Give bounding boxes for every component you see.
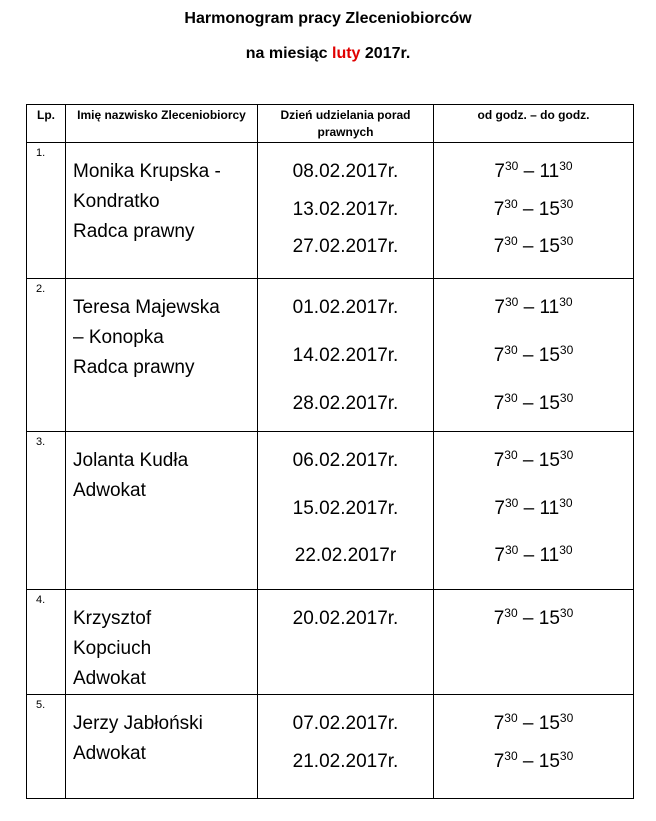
consultation-hours xyxy=(434,199,633,221)
from-hour: 7 xyxy=(494,161,505,182)
table-row xyxy=(27,279,634,432)
schedule-table xyxy=(26,104,634,799)
consultation-date: 06.02.2017r. xyxy=(292,450,399,471)
consultation-hours xyxy=(434,345,633,367)
title-line-1: Harmonogram pracy Zleceniobiorców xyxy=(184,10,472,27)
row-number-cell xyxy=(27,143,66,279)
to-minute: 30 xyxy=(559,234,574,248)
consultation-date: 07.02.2017r. xyxy=(292,713,399,734)
date-cell xyxy=(258,432,434,590)
consultation-date: 22.02.2017r xyxy=(294,545,397,566)
row-number-cell xyxy=(27,695,66,799)
contractor-name-line: Radca prawny xyxy=(73,357,195,378)
from-hour: 7 xyxy=(493,751,505,772)
contractor-cell xyxy=(66,279,258,432)
date-cell xyxy=(258,695,434,799)
from-minute: 30 xyxy=(504,711,518,725)
to-minute: 30 xyxy=(559,448,574,462)
from-hour: 7 xyxy=(493,393,505,414)
contractor-name xyxy=(66,143,257,247)
to-minute: 30 xyxy=(559,543,573,557)
contractor-name xyxy=(66,432,257,506)
contractor-cell xyxy=(66,432,258,590)
document-subtitle xyxy=(0,45,656,63)
contractor-name xyxy=(66,695,257,769)
contractor-name-line: Teresa Majewska xyxy=(73,297,220,318)
date-cell xyxy=(258,279,434,432)
row-number-cell xyxy=(27,590,66,695)
hours-dash: – xyxy=(517,199,539,220)
row-number: 3. xyxy=(36,436,46,448)
contractor-cell xyxy=(66,143,258,279)
to-minute: 30 xyxy=(559,606,574,620)
from-minute: 30 xyxy=(504,234,518,248)
contractor-name-line: Monika Krupska - xyxy=(73,161,221,182)
hours-dash: – xyxy=(517,713,539,734)
to-hour: 15 xyxy=(538,751,560,772)
consultation-hours xyxy=(434,450,633,472)
hours-dash: – xyxy=(517,345,539,366)
to-minute: 30 xyxy=(559,496,573,510)
from-hour: 7 xyxy=(493,713,505,734)
to-hour: 15 xyxy=(538,236,560,257)
to-hour: 15 xyxy=(538,199,560,220)
from-minute: 30 xyxy=(504,197,518,211)
header-hours: od godz. – do godz. xyxy=(434,105,634,143)
contractor-name-line: Kondratko xyxy=(73,191,160,212)
from-minute: 30 xyxy=(505,159,519,173)
consultation-hours xyxy=(434,161,633,183)
consultation-date: 20.02.2017r. xyxy=(292,608,399,629)
from-minute: 30 xyxy=(505,496,519,510)
from-hour: 7 xyxy=(493,236,505,257)
hours-dash: – xyxy=(518,161,540,182)
contractor-name-line: – Konopka xyxy=(73,327,164,348)
from-minute: 30 xyxy=(505,543,519,557)
to-hour: 15 xyxy=(538,450,560,471)
contractor-name-line: Krzysztof xyxy=(73,608,152,629)
hours-cell xyxy=(434,143,634,279)
from-hour: 7 xyxy=(493,608,505,629)
row-number-cell xyxy=(27,279,66,432)
table-row xyxy=(27,432,634,590)
contractor-name-line: Adwokat xyxy=(73,668,146,689)
consultation-hours xyxy=(434,393,633,415)
hours-cell xyxy=(434,695,634,799)
consultation-date: 13.02.2017r. xyxy=(292,199,399,220)
hours-cell xyxy=(434,279,634,432)
to-minute: 30 xyxy=(559,711,574,725)
to-hour: 11 xyxy=(539,545,560,566)
date-cell xyxy=(258,143,434,279)
row-number: 4. xyxy=(36,594,46,606)
header-date: Dzień udzielania porad prawnych xyxy=(258,105,434,143)
header-lp: Lp. xyxy=(27,105,66,143)
from-minute: 30 xyxy=(504,749,518,763)
consultation-hours xyxy=(434,608,633,630)
hours-dash: – xyxy=(517,450,539,471)
from-minute: 30 xyxy=(504,448,518,462)
table-header-row xyxy=(27,105,634,143)
hours-dash: – xyxy=(517,608,539,629)
contractor-name-line: Kopciuch xyxy=(73,638,152,659)
consultation-hours xyxy=(434,498,633,520)
consultation-hours xyxy=(434,713,633,735)
title-prefix: na miesiąc xyxy=(245,45,332,62)
from-hour: 7 xyxy=(493,199,505,220)
to-minute: 30 xyxy=(559,159,573,173)
contractor-name xyxy=(66,279,257,383)
to-hour: 15 xyxy=(538,713,560,734)
from-minute: 30 xyxy=(504,606,518,620)
hours-dash: – xyxy=(518,545,540,566)
contractor-name-line: Radca prawny xyxy=(73,221,195,242)
date-cell xyxy=(258,590,434,695)
consultation-date: 15.02.2017r. xyxy=(292,498,399,519)
from-minute: 30 xyxy=(505,295,519,309)
to-minute: 30 xyxy=(559,749,574,763)
row-number: 1. xyxy=(36,147,46,159)
contractor-name-line: Adwokat xyxy=(73,743,146,764)
contractor-name-line: Adwokat xyxy=(73,480,146,501)
hours-cell xyxy=(434,432,634,590)
from-minute: 30 xyxy=(504,391,518,405)
row-number: 5. xyxy=(36,699,46,711)
to-hour: 15 xyxy=(538,345,560,366)
header-name: Imię nazwisko Zleceniobiorcy xyxy=(66,105,258,143)
table-row xyxy=(27,143,634,279)
from-hour: 7 xyxy=(494,297,505,318)
from-hour: 7 xyxy=(493,450,505,471)
consultation-date: 21.02.2017r. xyxy=(292,751,399,772)
contractor-name xyxy=(66,590,257,694)
hours-dash: – xyxy=(517,751,539,772)
consultation-date: 08.02.2017r. xyxy=(292,161,399,182)
from-hour: 7 xyxy=(493,345,505,366)
consultation-date: 14.02.2017r. xyxy=(292,345,399,366)
contractor-cell xyxy=(66,590,258,695)
hours-dash: – xyxy=(517,236,539,257)
to-minute: 30 xyxy=(559,391,574,405)
title-suffix: 2017r. xyxy=(360,45,411,62)
from-hour: 7 xyxy=(494,498,505,519)
to-hour: 11 xyxy=(539,161,560,182)
contractor-name-line: Jerzy Jabłoński xyxy=(73,713,203,734)
to-hour: 15 xyxy=(538,393,560,414)
to-hour: 11 xyxy=(539,498,560,519)
hours-dash: – xyxy=(518,498,540,519)
to-hour: 15 xyxy=(538,608,560,629)
row-number-cell xyxy=(27,432,66,590)
contractor-name-line: Jolanta Kudła xyxy=(73,450,189,471)
from-minute: 30 xyxy=(504,343,518,357)
consultation-hours xyxy=(434,545,633,567)
schedule-body xyxy=(27,143,634,799)
row-number: 2. xyxy=(36,283,46,295)
table-row xyxy=(27,695,634,799)
to-minute: 30 xyxy=(559,295,573,309)
consultation-date: 27.02.2017r. xyxy=(292,236,399,257)
consultation-hours xyxy=(434,297,633,319)
hours-dash: – xyxy=(517,393,539,414)
consultation-hours xyxy=(434,751,633,773)
contractor-cell xyxy=(66,695,258,799)
to-minute: 30 xyxy=(559,343,574,357)
to-minute: 30 xyxy=(559,197,574,211)
hours-dash: – xyxy=(518,297,540,318)
table-row xyxy=(27,590,634,695)
consultation-date: 01.02.2017r. xyxy=(292,297,399,318)
from-hour: 7 xyxy=(494,545,505,566)
hours-cell xyxy=(434,590,634,695)
document-title xyxy=(0,10,656,28)
to-hour: 11 xyxy=(539,297,560,318)
consultation-date: 28.02.2017r. xyxy=(292,393,399,414)
consultation-hours xyxy=(434,236,633,258)
title-month: luty xyxy=(332,45,361,62)
